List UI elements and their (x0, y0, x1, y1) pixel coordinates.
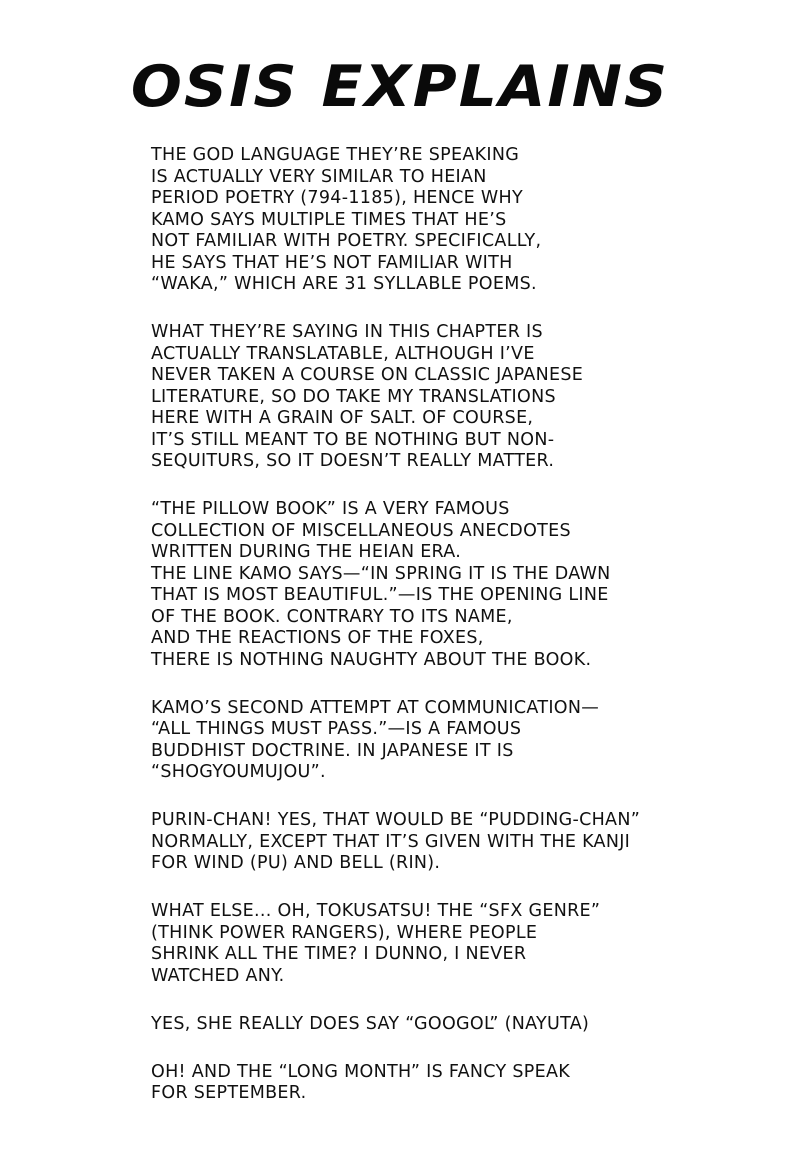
text-line: WHAT THEY’RE SAYING IN THIS CHAPTER IS (151, 322, 543, 342)
text-line: THERE IS NOTHING NAUGHTY ABOUT THE BOOK. (151, 649, 592, 670)
text-line: SHRINK ALL THE TIME? I DUNNO, I NEVER (151, 944, 527, 964)
paragraph-purin-chan (151, 810, 751, 875)
text-line: “ALL THINGS MUST PASS.”—IS A FAMOUS (151, 719, 522, 739)
paragraph-god-language (151, 145, 751, 296)
paragraph-tokusatsu (151, 901, 751, 987)
text-line: LITERATURE, SO DO TAKE MY TRANSLATIONS (151, 386, 556, 407)
text-line: HERE WITH A GRAIN OF SALT. OF COURSE, (151, 408, 534, 428)
text-line: IT’S STILL MEANT TO BE NOTHING BUT NON- (151, 429, 555, 450)
text-line: PURIN-CHAN! YES, THAT WOULD BE “PUDDING-CHAN” (151, 810, 641, 830)
text-line: HE SAYS THAT HE’S NOT FAMILIAR WITH (151, 252, 513, 273)
text-line: ACTUALLY TRANSLATABLE, ALTHOUGH I’VE (151, 343, 535, 364)
text-line: WRITTEN DURING THE HEIAN ERA. (151, 542, 462, 562)
text-line: PERIOD POETRY (794-1185), HENCE WHY (151, 188, 523, 208)
text-line: THE GOD LANGUAGE THEY’RE SPEAKING (151, 145, 520, 165)
text-line: KAMO’S SECOND ATTEMPT AT COMMUNICATION— (151, 697, 600, 718)
text-line: THE LINE KAMO SAYS—“IN SPRING IT IS THE DAWN (151, 563, 611, 584)
text-line: KAMO SAYS MULTIPLE TIMES THAT HE’S (151, 209, 507, 230)
text-line: AND THE REACTIONS OF THE FOXES, (151, 628, 484, 648)
text-line: NEVER TAKEN A COURSE ON CLASSIC JAPANESE (151, 365, 584, 385)
text-line: (THINK POWER RANGERS), WHERE PEOPLE (151, 922, 538, 943)
body-text (151, 145, 751, 1131)
text-line: COLLECTION OF MISCELLANEOUS ANECDOTES (151, 520, 571, 541)
text-line: NOT FAMILIAR WITH POETRY. SPECIFICALLY, (151, 231, 542, 251)
paragraph-pillow-book (151, 499, 751, 671)
text-line: IS ACTUALLY VERY SIMILAR TO HEIAN (151, 166, 487, 187)
text-line: OF THE BOOK. CONTRARY TO ITS NAME, (151, 606, 513, 627)
paragraph-second-attempt (151, 698, 751, 784)
text-line: “THE PILLOW BOOK” IS A VERY FAMOUS (151, 499, 510, 519)
text-line: YES, SHE REALLY DOES SAY “GOOGOL” (NAYUTA) (151, 1013, 590, 1034)
text-line: FOR SEPTEMBER. (151, 1083, 307, 1103)
text-line: WHAT ELSE... OH, TOKUSATSU! THE “SFX GENRE” (151, 901, 601, 921)
page-title: OSIS EXPLAINS (130, 53, 670, 121)
paragraph-long-month (151, 1062, 751, 1105)
text-line: WATCHED ANY. (151, 965, 285, 986)
text-line: OH! AND THE “LONG MONTH” IS FANCY SPEAK (151, 1061, 571, 1082)
text-line: THAT IS MOST BEAUTIFUL.”—IS THE OPENING LINE (151, 585, 609, 605)
paragraph-googol (151, 1014, 751, 1036)
text-line: BUDDHIST DOCTRINE. IN JAPANESE IT IS (151, 740, 514, 761)
text-line: NORMALLY, EXCEPT THAT IT’S GIVEN WITH THE KANJI (151, 831, 631, 852)
text-line: “SHOGYOUMUJOU”. (151, 762, 326, 782)
text-line: FOR WIND (PU) AND BELL (RIN). (151, 853, 441, 873)
text-line: SEQUITURS, SO IT DOESN’T REALLY MATTER. (151, 451, 555, 471)
paragraph-translatable (151, 322, 751, 473)
text-line: “WAKA,” WHICH ARE 31 SYLLABLE POEMS. (151, 274, 537, 294)
